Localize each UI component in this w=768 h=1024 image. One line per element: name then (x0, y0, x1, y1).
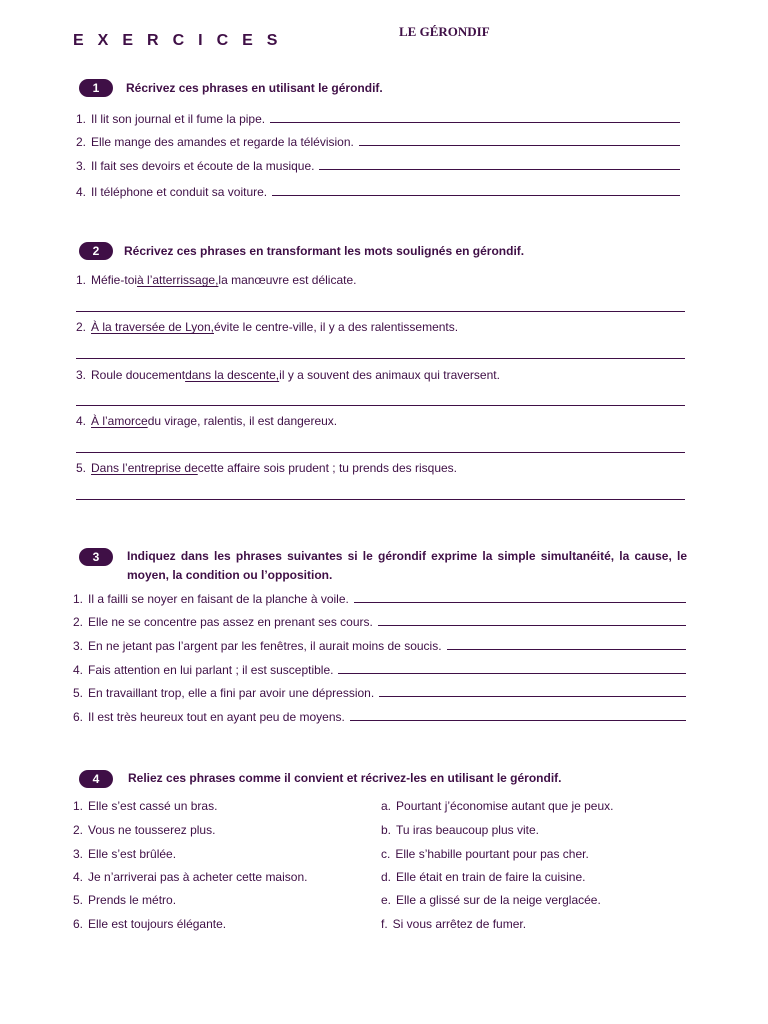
match-right-c: c. Elle s’habille pourtant pour pas cher. (381, 847, 589, 861)
exercise-1-instruction: Récrivez ces phrases en utilisant le gérondif. (126, 81, 383, 95)
answer-line[interactable] (76, 499, 685, 500)
exercise-2-item-4: 4. À l’amorce du virage, ralentis, il est dangereux. (76, 414, 338, 428)
answer-line[interactable] (76, 452, 685, 453)
answer-blank[interactable] (359, 144, 680, 146)
answer-blank[interactable] (338, 672, 686, 674)
answer-blank[interactable] (350, 719, 686, 721)
answer-blank[interactable] (270, 121, 680, 123)
answer-blank[interactable] (354, 601, 686, 603)
answer-blank[interactable] (378, 624, 686, 626)
exercise-4-instruction: Reliez ces phrases comme il convient et récrivez-les en utilisant le gérondif. (128, 771, 562, 785)
match-right-f: f. Si vous arrêtez de fumer. (381, 917, 527, 931)
exercise-2-item-1: 1. Méfie-toi à l’atterrissage, la manœuvre est délicate. (76, 273, 357, 287)
answer-line[interactable] (76, 311, 685, 312)
exercise-1-badge: 1 (79, 79, 113, 97)
underlined-phrase: dans la descente, (185, 368, 280, 382)
exercise-3-item-5: 5. En travaillant trop, elle a fini par avoir une dépression. (73, 686, 686, 700)
exercise-2-item-3: 3. Roule doucement dans la descente, il y a souvent des animaux qui traversent. (76, 368, 500, 382)
exercise-1-item-2: 2. Elle mange des amandes et regarde la télévision. (76, 135, 680, 149)
answer-blank[interactable] (447, 648, 686, 650)
underlined-phrase: À la traversée de Lyon, (91, 320, 214, 334)
answer-line[interactable] (76, 358, 685, 359)
answer-blank[interactable] (379, 695, 686, 697)
exercise-3-item-6: 6. Il est très heureux tout en ayant peu de moyens. (73, 710, 686, 724)
exercise-2-item-5: 5. Dans l’entreprise de cette affaire sois prudent ; tu prends des risques. (76, 461, 458, 475)
exercise-3-item-2: 2. Elle ne se concentre pas assez en prenant ses cours. (73, 615, 686, 629)
answer-blank[interactable] (272, 194, 680, 196)
match-left-3: 3. Elle s’est brûlée. (73, 847, 177, 861)
underlined-phrase: Dans l’entreprise de (91, 461, 198, 475)
exercise-3-instruction: Indiquez dans les phrases suivantes si le gérondif exprime la simple simultanéité, la cause, le moyen, la condition ou l’opposition. (127, 549, 687, 582)
answer-line[interactable] (76, 405, 685, 406)
exercise-3-item-1: 1. Il a failli se noyer en faisant de la planche à voile. (73, 592, 686, 606)
match-left-4: 4. Je n’arriverai pas à acheter cette maison. (73, 870, 308, 884)
match-left-1: 1. Elle s’est cassé un bras. (73, 799, 218, 813)
exercise-1-item-4: 4. Il téléphone et conduit sa voiture. (76, 185, 680, 199)
underlined-phrase: À l’amorce (91, 414, 148, 428)
match-right-b: b. Tu iras beaucoup plus vite. (381, 823, 539, 837)
exercise-2-instruction: Récrivez ces phrases en transformant les mots soulignés en gérondif. (124, 244, 525, 258)
underlined-phrase: à l’atterrissage, (137, 273, 219, 287)
page-subject: LE GÉRONDIF (399, 24, 490, 39)
exercise-4-badge: 4 (79, 770, 113, 788)
exercise-1-item-1: 1. Il lit son journal et il fume la pipe. (76, 112, 680, 126)
match-right-e: e. Elle a glissé sur de la neige verglacée. (381, 893, 601, 907)
exercise-1-item-3: 3. Il fait ses devoirs et écoute de la musique. (76, 159, 680, 173)
match-left-5: 5. Prends le métro. (73, 893, 177, 907)
exercise-3-item-3: 3. En ne jetant pas l’argent par les fenêtres, il aurait moins de soucis. (73, 639, 686, 653)
match-left-2: 2. Vous ne tousserez plus. (73, 823, 216, 837)
exercise-3-badge: 3 (79, 548, 113, 566)
exercise-2-item-2: 2. À la traversée de Lyon, évite le centre-ville, il y a des ralentissements. (76, 320, 459, 334)
answer-blank[interactable] (319, 168, 680, 170)
exercise-2-badge: 2 (79, 242, 113, 260)
match-right-a: a. Pourtant j’économise autant que je peux. (381, 799, 614, 813)
match-right-d: d. Elle était en train de faire la cuisine. (381, 870, 586, 884)
exercise-3-item-4: 4. Fais attention en lui parlant ; il est susceptible. (73, 663, 686, 677)
page-title: EXERCICES (73, 32, 292, 49)
match-left-6: 6. Elle est toujours élégante. (73, 917, 227, 931)
